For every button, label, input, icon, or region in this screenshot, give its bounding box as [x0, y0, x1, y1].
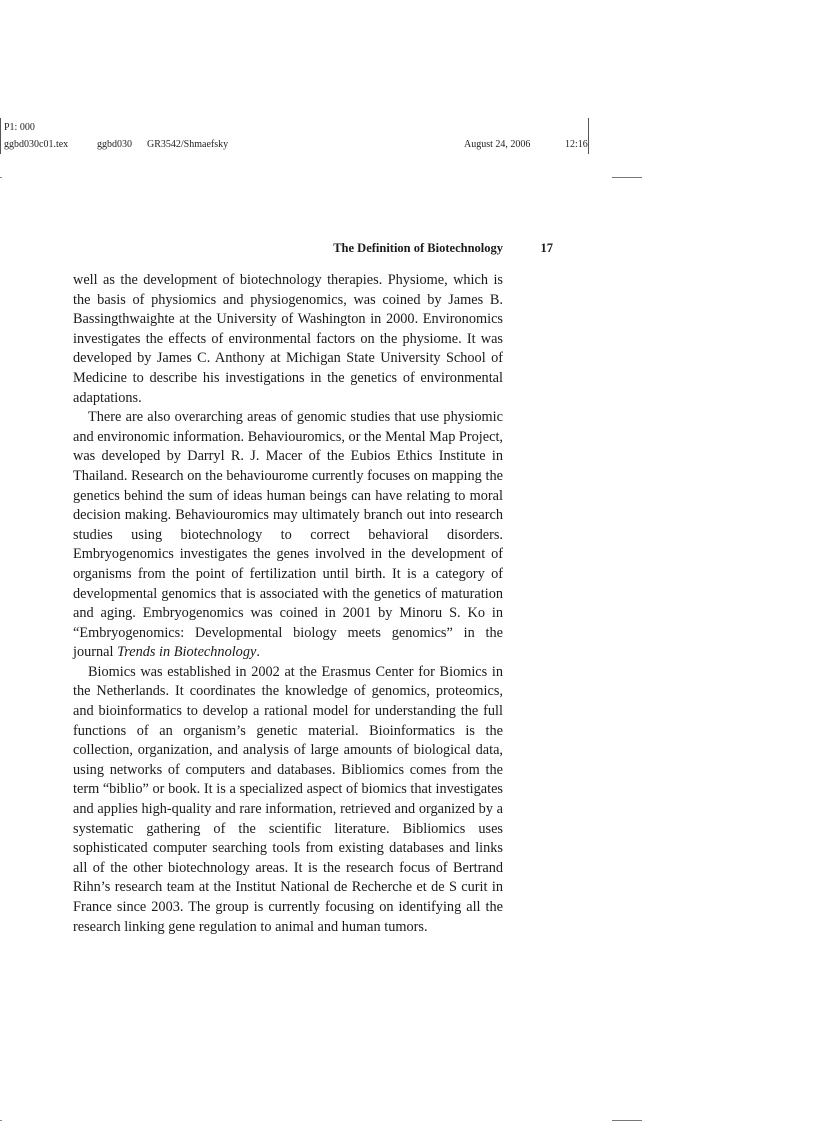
paragraph-2-text: There are also overarching areas of genomic studies that use physiomic and environomic information. Behaviouromics, or the Mental Map Project, was developed by Darryl R. J. Macer of the Eubios Ethics Institute in Thailand. Research on the behaviourome currently focuses on mapping the genetics behind the sum of ideas human beings can have relating to moral decision making. Behaviouromics may ultimately branch out into research studies using biotechnology to correct behavioral disorders. Embryogenomics investigates the genes involved in the development of organisms from the point of fertilization until birth. It is a category of developmental genomics that is associated with the genetics of maturation and aging. Embryogenomics was coined in 2001 by Minoru S. Ko in “Embryogenomics: Developmental biology meets genomics” in the journal: [73, 409, 503, 661]
crop-mark-right-bottom: [612, 1120, 642, 1121]
body-text: [73, 271, 503, 937]
header-ref: GR3542/Shmaefsky: [147, 139, 229, 150]
header-time: 12:16: [565, 139, 588, 150]
paragraph-3: Biomics was established in 2002 at the Erasmus Center for Biomics in the Netherlands. It coordinates the knowledge of genomics, proteomics, and bioinformatics to develop a rational model for understanding the full functions of an organism’s genetic material. Bioinformatics is the collection, organization, and analysis of large amounts of biological data, using networks of computers and databases. Bibliomics comes from the term “biblio” or book. It is a specialized aspect of biomics that investigates and applies high-quality and rare information, retrieved and organized by a systematic gathering of the scientific literature. Bibliomics uses sophisticated computer searching tools from existing databases and links all of the other biotechnology areas. It is the research focus of Bertrand Rihn’s research team at the Institut National de Recherche et de S curit in France since 2003. The group is currently focusing on identifying all the research linking gene regulation to animal and human tumors.: [73, 663, 503, 935]
crop-mark-left-top: [0, 177, 2, 178]
header-file-name: ggbd030c01.tex: [4, 139, 69, 150]
header-left-rule: [0, 118, 1, 154]
page-number: 17: [540, 241, 553, 255]
journal-title: Trends in Biotechnology: [117, 644, 257, 661]
header-right-rule: [588, 118, 589, 154]
crop-mark-right-top: [612, 177, 642, 178]
header-book-code: ggbd030: [97, 139, 132, 150]
running-head-title: The Definition of Biotechnology: [333, 241, 503, 255]
paragraph-2-end: .: [256, 644, 260, 661]
crop-mark-left-bottom: [0, 1120, 2, 1121]
header-date: August 24, 2006: [464, 139, 531, 150]
paragraph-2: [73, 408, 503, 663]
header-job-id: P1: 000: [4, 122, 35, 133]
paragraph-1: well as the development of biotechnology therapies. Physiome, which is the basis of physiomics and physiogenomics, was coined by James B. Bassingthwaighte at the University of Washington in 2000. Environomics investigates the effects of environmental factors on the physiome. It was developed by James C. Anthony at Michigan State University School of Medicine to describe his investigations in the genetics of environmental adaptations.: [73, 272, 503, 406]
